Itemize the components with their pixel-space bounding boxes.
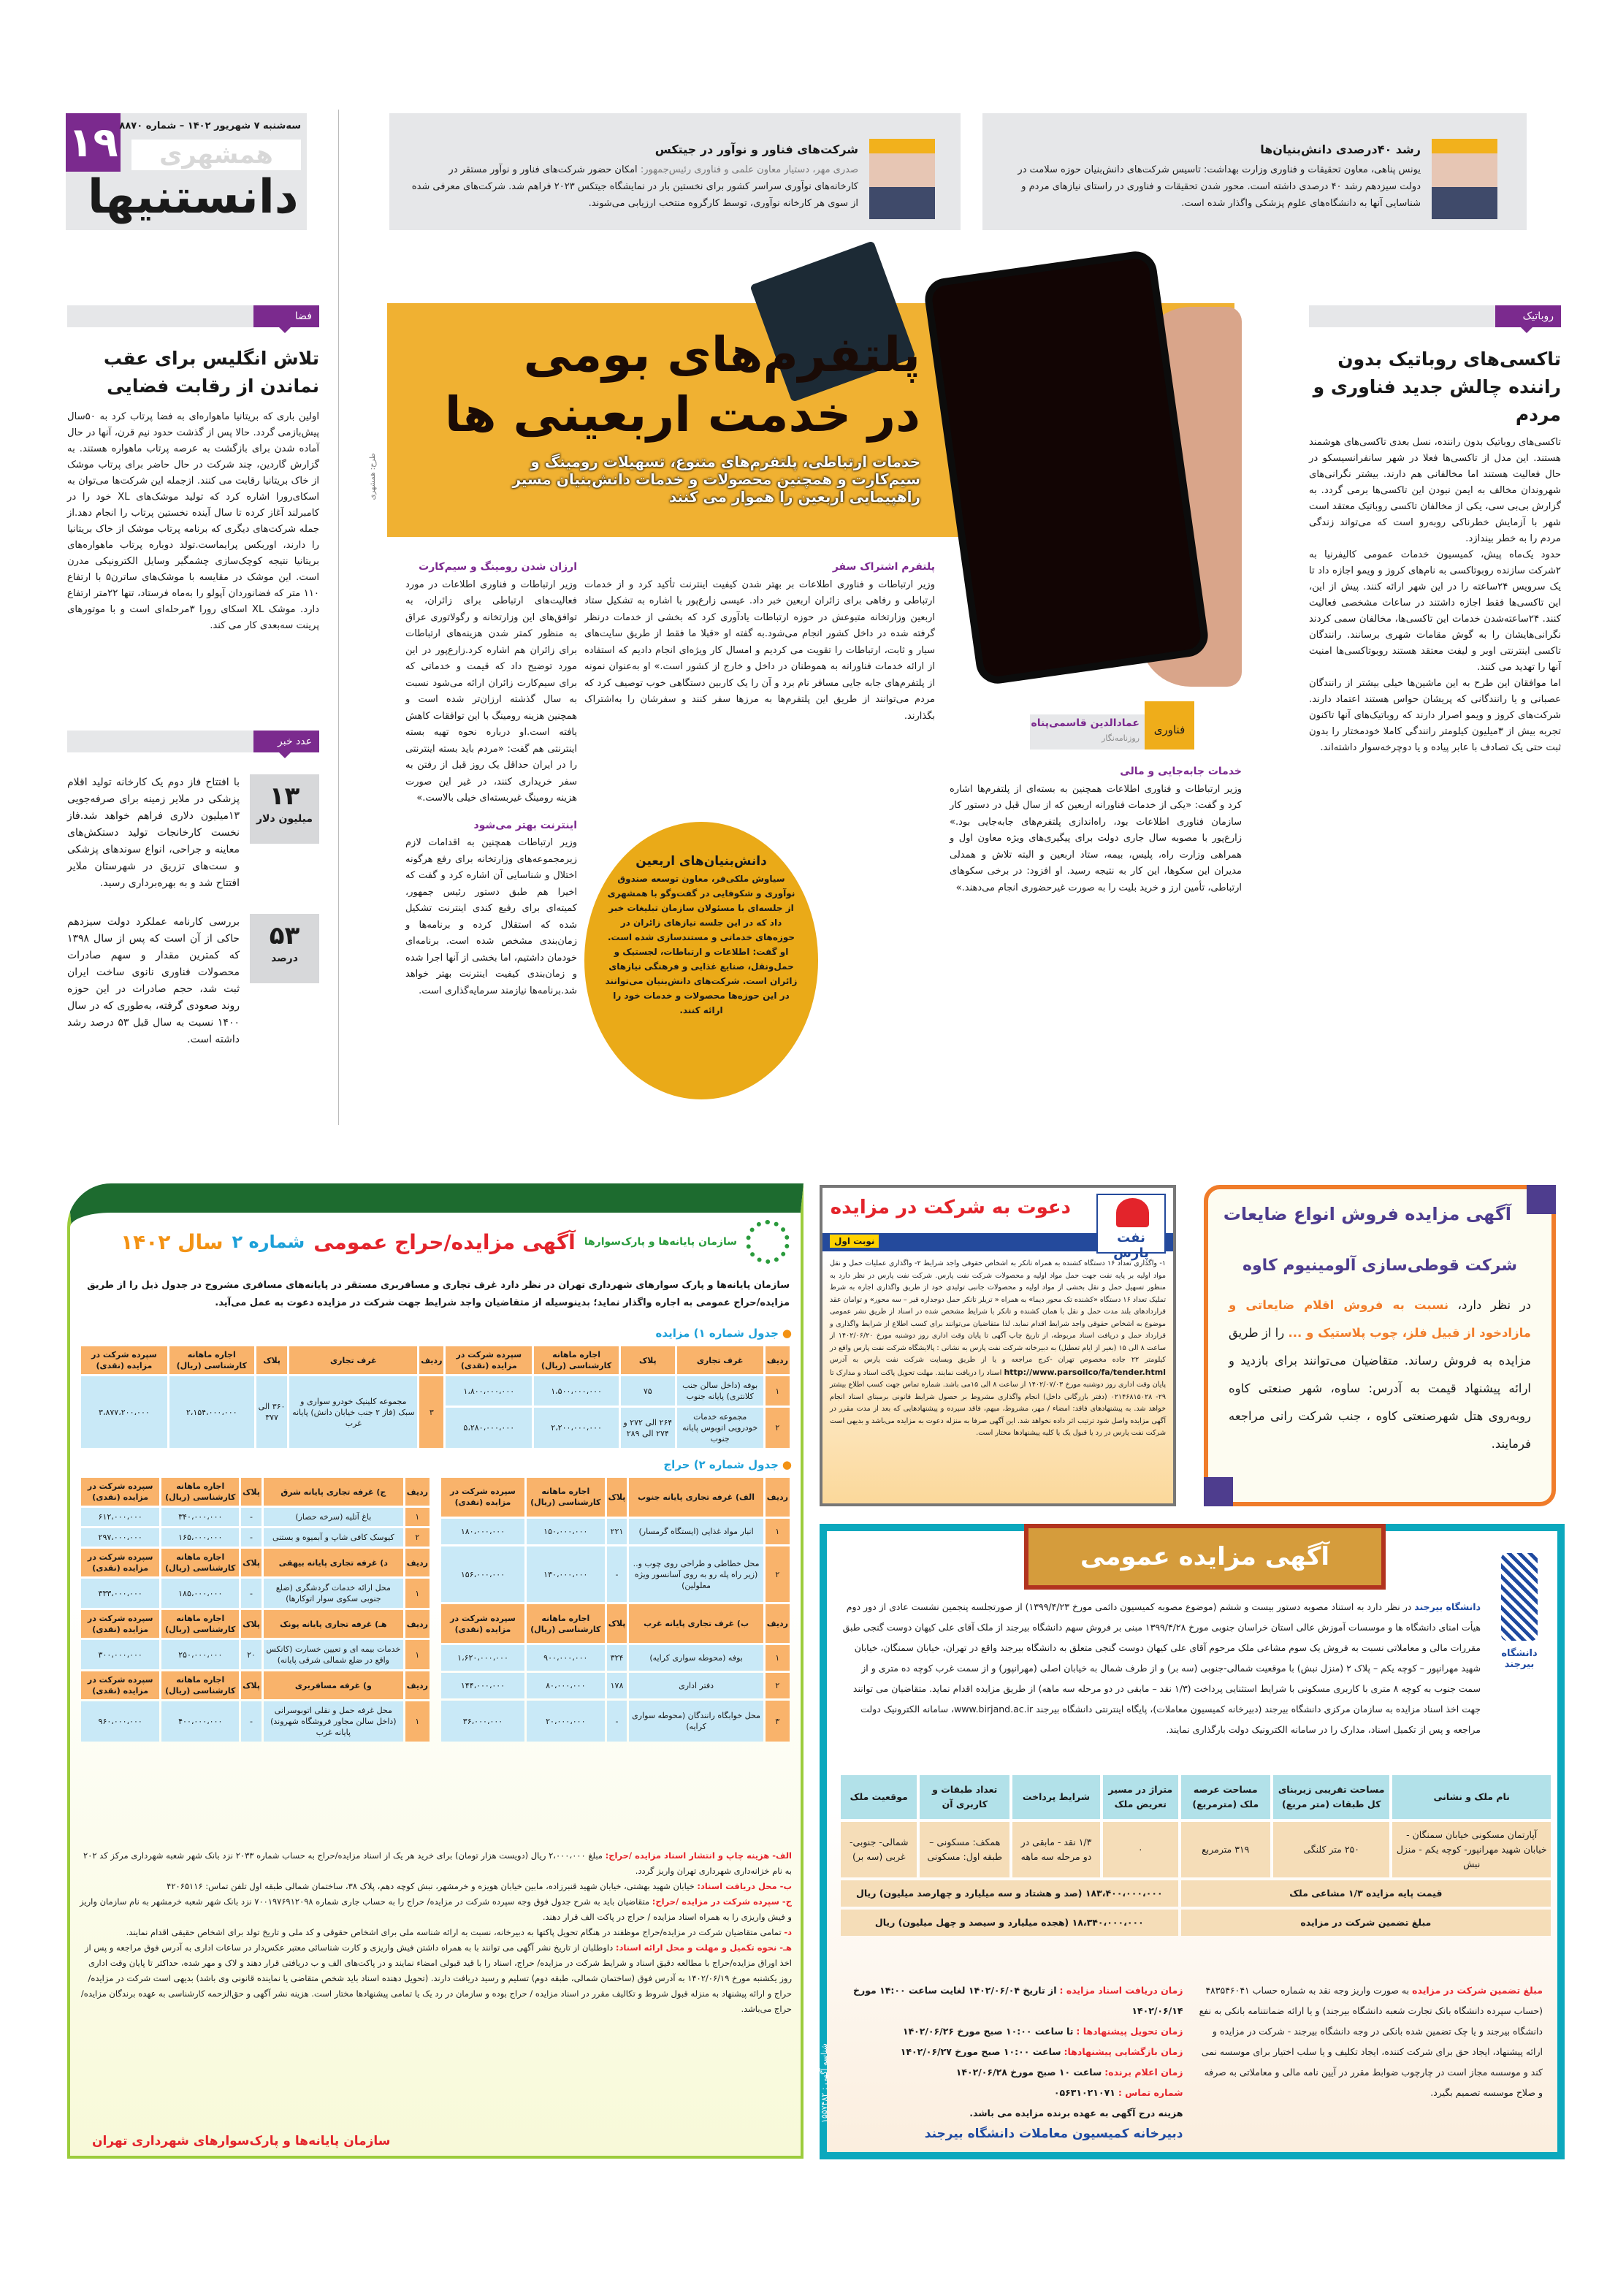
table-cell: محل خطاطی و طراحی روی چوب و.. (زیر راه پله رو به روی آسانسور ویژه معلولین) (629, 1546, 763, 1603)
article-body: اولین باری که بریتانیا ماهواره‌ای به فضا پرتاب کرد به ۵۰سال پیش‌بازمی گردد. حالا پس از گذشت حدود نیم قرن، آنها در حال آماده شدن برای بازگشت به عرصه پرتاب ماهواره هستند. به گزارش گاردین، چند شرکت در حال حاضر برای پرتاب موشک از خاک بریتانیا رقابت می کنند. ازجمله این شرکت‌ها می‌توان به اسکای‌رورا اشاره کرد که تولید موشک‌های XL خود را در کامبرلند آغاز کرده تا سال آینده نخستین پرتاب را انجام دهد.از جمله شرکت‌های دیگری که برنامه پرتاب موشک از خاک بریتانیا را دارند، اوربکس پرایماست.تولد دوباره پرتاب ماهواره‌های بریتانیا نتیجه کوچک‌سازی چشمگیر وسایل الکترونیکی مدرن است. این موشک در مقایسه با موشک‌های ساترن۵ با ارتفاع ۱۱۰ متر که فضانوردان آپولو را به‌ماه فرستاد، تنها ۲۲متر ارتفاع دارد. موشک XL اسکای رورا ۳مرحله‌ای است و با موتورهای پرینت سه‌بعدی کار می کند. (67, 411, 319, 631)
feature-headline (445, 325, 920, 445)
column-header: ردیف (766, 1604, 790, 1643)
table-cell: - (241, 1579, 262, 1608)
top-news-gitex (389, 113, 961, 230)
stat-text: با افتتاح فاز دوم یک کارخانه تولید اقلام پزشکی در ملایر زمینه برای صرفه‌جویی ۱۳میلیون دلاری فراهم خواهد شد.فاز نخست کارخانجات تولید دستکش‌های معاینه و جراحی، انواع سوندهای پزشکی و ست‌های تزریق در شهرستان ملایر افتتاح شد و به بهره‌برداری رسید. (67, 777, 240, 889)
ad-title: آگهی مزایده/حراج عمومی (313, 1229, 576, 1254)
byline-author: عمادالدین قاسمی‌پناه (1031, 717, 1140, 729)
table-cell: ۱،۸۰۰،۰۰۰،۰۰۰ (446, 1376, 532, 1406)
corner-decoration (1527, 1185, 1556, 1214)
column-header: اجاره ماهانه کارشناسی (ریال) (161, 1671, 239, 1699)
subhead: ارزان شدن رومینگ و سیم‌کارت (419, 561, 577, 573)
ad-text (1229, 1292, 1531, 1458)
feature-left-column (405, 559, 577, 1010)
ad-signature: دبیرخانه کمیسیون معاملات دانشگاه بیرجند (924, 2127, 1183, 2141)
column-header: تعداد طبقات و کاربری آن (920, 1775, 1009, 1819)
ad-text-part: در نظر دارد، (1457, 1298, 1531, 1312)
note-label: الف- هزینه چاپ و انتشار اسناد مزایده /حراج: (605, 1850, 792, 1861)
table-cell: بوفه (محوطه سواری کرایه) (629, 1645, 763, 1671)
column-header: سپرده شرکت در مزایده (نقدی) (81, 1346, 167, 1374)
number-item (67, 914, 319, 1048)
note-item (79, 1925, 792, 1940)
table-cell: کیوسک کافی شاپ و آبمیوه و بستنی (264, 1528, 403, 1546)
auction-table-1 (79, 1322, 792, 1450)
deposit-text: به صورت واریز وجه نقد به شماره حساب ۴۸۳۵۴۶۰۴۱ (حساب سپرده دانشگاه بانک تجارت شعبه دانشگاه بیرجند) و یا ارائه ضمانتنامه بانکی به نفع دانشگاه بیرجند و یا چک تضمین شده بانکی در وجه دانشگاه بیرجند - شرکت در مزایده و ارائه پیشنهاد، ایجاد حق برای شرکت کننده، ایجاد تکلیف و یا سلب اختیار برای موسسه نمی کند و موسسه مجاز است در چارچوب ضوابط مقرر در آیین نامه مالی و معاملاتی به صرفه و صلاح موسسه تصمیم بگیرد. (1199, 1985, 1543, 2098)
column-header: پلاک (607, 1478, 627, 1517)
table-cell: ۳۲۴ (607, 1645, 627, 1671)
table-row (841, 1822, 1551, 1877)
table-cell: ۱،۵۰۰،۰۰۰،۰۰۰ (534, 1376, 619, 1406)
table-cell: خدمات بیمه ای و تعیین خسارت (کانکس واقع در ضلع شمالی شرقی پایانه) (264, 1640, 403, 1669)
table-cell: ۰ (1103, 1822, 1178, 1877)
table-cell: ۱ (766, 1519, 790, 1544)
table-cell: ۶۱۲،۰۰۰،۰۰۰ (81, 1508, 159, 1526)
schedule-label: زمان دریافت اسناد مزایده : (1059, 1985, 1183, 1996)
summary-label: مبلغ تضمین شرکت در مزایده (1181, 1910, 1551, 1936)
summary-row (841, 1880, 1551, 1907)
ad-number: شماره ۲ (232, 1232, 305, 1252)
article-title: تاکسی‌های روباتیک بدون راننده چالش جدید فناوری و مردم (1313, 348, 1561, 425)
column-header: غرف تجاری (677, 1346, 763, 1374)
column-header: سپرده شرکت در مزایده (نقدی) (441, 1478, 524, 1517)
ad-intro-text: در نظر دارد به استناد مصوبه دستور بیست و ششم (موضوع مصوبه کمیسیون دائمی مورخ ۱۳۹۹/۴/۲۳) از صورتجلسه پنجمین نشست عادی از دور دوم هیأت امنای دانشگاه ها و موسسات آموزش عالی استان خراسان جنوبی مورخ ۱۳۹۹/۴/۲۸ مبنی بر فروش سهم دانشگاه بیرجند از ملک آقای علی کیهان دوست گنجی طبق مقررات مالی و معاملاتی نسبت به فروش یک سوم مشاعی ملک مرحوم آقای علی کیهان دوست گنجی متعلق به دانشگاه بیرجند واقع در تهران، خیابان سمنگان، خیابان شهید مهرانپور – کوچه یکم – پلاک ۲ (منزل نبش) با موقعیت شمالی-جنوبی (سه بر) و از طرف شمال به خیابان اصلی (مهرانپور) و از سمت غرب کوچه ده متری و از سمت جنوب به کوچه ۸ متری با کاربری مسکونی با شرایط استثنایی پرداخت (۱/۳ نقد – مابقی در دو مرحله سه ماهه) از طریق مزایده اقدام نماید. متقاضیان می توانند جهت اخذ اسناد مزایده به سازمان مرکزی دانشگاه بیرجند (دبیرخانه کمیسیون معاملات)، پایگاه اینترنتی دانشگاه بیرجند www.birjand.ac.ir، سامانه الکترونیک دولت مراجعه و پس از تکمیل اسناد، مدارک را در سامانه الکترونیک دولت بارگذاری نمایند. (842, 1601, 1481, 1735)
deposit-label: مبلغ تضمین شرکت در مزایده (1412, 1985, 1543, 1996)
section-body: وزیر ارتباطات و فناوری اطلاعات همچنین به بسته‌ای از پلتفرم‌ها اشاره کرد و گفت: «یکی از خدمات فناورانه اربعین که از سال قبل در دستور کار سازمان فناوری اطلاعات بود، راه‌اندازی پلتفرم‌های جابه‌جایی بود.» زارع‌پور با مصوبه سال جاری دولت برای پیگیری‌های ویژه معاون اول و همراهی وزارت راه، پلیس، بیمه، ستاد اربعین و البته تلاش و همدلی مدیران این سکوها، این کار به نتیجه رسید. او افزود: در برخی سکوهای ارتباطی، تأمین ارز و خرید بلیت را به صورت غیرحضوری انجام می‌دهند.» (950, 783, 1242, 893)
table-row (81, 1528, 430, 1546)
note-item (79, 1848, 792, 1879)
table-cell: - (241, 1528, 262, 1546)
table-cell: محل ارائه خدمات گردشگری (ضلع جنوبی سکوی سوار اتوکارها) (264, 1579, 403, 1608)
ad-title-row (121, 1220, 790, 1264)
table-row (81, 1640, 430, 1669)
tender-link[interactable]: http://www.parsoilco/fa/tender.html (1004, 1367, 1166, 1377)
cost-note: هزینه درج آگهی به عهده برنده مزایده می باشد. (969, 2108, 1183, 2118)
column-header: سپرده شرکت در مزایده (نقدی) (446, 1346, 532, 1374)
table-row (81, 1376, 790, 1406)
table-cell: ۱۷۸ (607, 1673, 627, 1698)
table-row (81, 1579, 430, 1608)
table-cell: ۹۰۰،۰۰۰،۰۰۰ (527, 1645, 605, 1671)
section-title: دانستنیها (88, 170, 299, 224)
note-item (79, 1879, 792, 1894)
note-label: د- (784, 1927, 792, 1937)
headline-line: پلتفرم‌های بومی (523, 327, 920, 383)
table-cell: ۳۶۰ الی ۳۷۷ (256, 1376, 288, 1448)
table-cell: ۵،۲۸۰،۰۰۰،۰۰۰ (446, 1408, 532, 1448)
stat-value: ۱۳ (269, 782, 300, 811)
table-cell: ۲۵۰ متر کلنگی (1273, 1822, 1390, 1877)
schedule-item (838, 1980, 1183, 2021)
table-header-row (81, 1478, 430, 1506)
ad-org: دانشگاه بیرجند (1414, 1601, 1481, 1612)
section-body: وزیر ارتباطات و فناوری اطلاعات بر بهتر شدن کیفیت اینترنت تأکید کرد و از خدمات ارتباطی و رفاهی برای زائران اربعین خبر داد. عیسی زارع‌پور با اشاره به تشکیل ستاد اربعین وزارتخانه متبوعش در حوزه ارتباطات یادآوری کرد که بخشی از خدمات درنظر گرفته شده در داخل کشور انجام می‌شود.به گفته او «قبلا ما فقط از طریق سایت‌های سیار و ثابت، ارتباطات را تقویت می کردیم و امسال کار ویژه‌ای انجام دادیم که استفاده از ارائه خدمات فناورانه به هموطنان در داخل و خارج از کشور است.» او به‌عنوان نمونه از پلتفرم‌های جابه جایی مسافر نام برد و آن را یک کاربین دستگاهی خوب توصیف کرد که مردم می‌توانند از طریق این پلتفرم‌ها به مرزها سفر کنند و سفرشان را به‌اشتراک بگذارند. (584, 579, 935, 722)
column-header: نام ملک و نشانی (1392, 1775, 1551, 1819)
table-title: ● جدول شماره ۲) حراج (79, 1458, 792, 1471)
table-cell: ۴۰۰،۰۰۰،۰۰۰ (161, 1701, 239, 1742)
schedule-value: ۰۵۶۳۱۰۲۱۰۷۱ (1053, 2087, 1115, 2098)
column-header: ب) غرف تجاری پایانه غرب (629, 1604, 763, 1643)
headline-line: در خدمت اربعینی ها (444, 386, 920, 443)
schedule-value: ساعت ۱۰:۰۰ صبح مورخ ۱۴۰۲/۰۶/۲۷ (900, 2046, 1061, 2057)
schedule-label: زمان تحویل پیشنهادها : (1076, 2026, 1183, 2037)
table-cell: ۸۰،۰۰۰،۰۰۰ (527, 1673, 605, 1698)
note-label: ب- محل دریافت اسناد: (697, 1881, 792, 1891)
table-row (441, 1546, 790, 1603)
table-header-row (441, 1478, 790, 1517)
subhead: خدمات جابه‌جایی و مالی (1120, 766, 1242, 777)
ad-notes (79, 1848, 792, 2017)
column-header: اجاره ماهانه کارشناسی (ریال) (161, 1549, 239, 1576)
note-text: داوطلبان از تاریخ نشر آگهی می توانند با به همراه داشتن فیش واریزی و کارت شناسائی معتبر عکس‌دار در ساعات اداری به آدرس فوق مراجعه و پس از اخذ اوراق مزایده/حراج با مطالعه دقیق اسناد و شرایط شرکت در مزایده/ حراج، اسناد را با قید قبولی امضاء نمایند و در پاکت‌های الف و ب دریافتی قرار دهند و لاک و مهر شده، حداکثر تا پایان وقت اداری روز یکشنبه مورخ ۱۴۰۲/۰۶/۱۹ به آدرس فوق (ساختمان شمالی، طبقه دوم) تسلیم و رسید دریافت دارند. (تحویل دهنده اسناد باید شخص متقاضی یا نماینده قانونی وی باشد) بدیهی است شرکت در مزایده/ حراج و ارائه پیشنهاد به منزله قبول شروط و تکالیف مقرر در اسناد مزایده / حراج بوده و سازمان در رد یک یا تمامی پیشنهادها مختار است. هزینه نشر آگهی و حق‌الزحمه کارشناسی به عهده برندگان مزایده/ حراج می‌باشد. (80, 1942, 792, 2014)
page-number: ۱۹ (66, 113, 121, 172)
table-cell: ۳۳۳،۰۰۰،۰۰۰ (81, 1579, 159, 1608)
column-header: ردیف (766, 1478, 790, 1517)
column-header: شرایط پرداخت (1012, 1775, 1100, 1819)
table-cell: ۱،۶۲۰،۰۰۰،۰۰۰ (441, 1645, 524, 1671)
table-cell: ۱۸۵،۰۰۰،۰۰۰ (161, 1579, 239, 1608)
summary-label: قیمت پایه مزایده ۱/۳ مشاعی ملک (1181, 1880, 1551, 1907)
schedule-item (838, 2062, 1183, 2083)
table-cell: ۳۱۹ مترمربع (1181, 1822, 1270, 1877)
feature-section (584, 559, 935, 725)
section-body: وزیر ارتباطات همچنین به اقدامات لازم زیرمجموعه‌های وزارتخانه برای رفع هرگونه اختلال و شناسایی آن اشاره کرد و گفت که اخیرا هم طبق دستور رئیس جمهور، کمیته‌ای برای رفیع کندی اینترنت تشکیل شده که استقلال کرده و برنامه‌ها و زمان‌بندی مشخص شده است. برنامه‌ای خودمان داشتیم، اما بخشی از آنها اجرا شده و زمان‌بندی کیفیت اینترنت بهتر خواهد شد.برنامه‌ها نیازمند سرمایه‌گذاری است. (405, 837, 577, 996)
summary-value: ۱۸۳،۴۰۰،۰۰۰،۰۰۰ (صد و هشتاد و سه میلیارد و چهارصد میلیون) ریال (841, 1880, 1178, 1907)
note-label: ج- سپرده شرکت در مزایده /حراج: (652, 1896, 792, 1907)
column-header: مساحت تقریبی زیربنای کل طبقات (متر مربع) (1273, 1775, 1390, 1819)
table-cell: مجموعه کلینیک خودرو سواری و سبک (فاز ۲ جنب خیابان دانش) پایانه غرب (289, 1376, 417, 1448)
article-body: اما موافقان این طرح به این ماشین‌ها خیلی بیشتر از رانندگان عصبانی و یا رانندگانی که پریشان حواس هستند اعتماد دارند. شرکت‌های کروز و ویمو اصرار دارند که روباتیک‌های آنها تاکنون تجربه بیش از ۳میلیون کیلومتر رانندگی کاملا خودمختار را بدون ثبت حتی یک تصادف با عابر پیاده و یا دوچرخه‌سوار داشته‌اند. (1309, 678, 1561, 753)
schedule-label: زمان بازگشایی پیشنهادها: (1064, 2046, 1183, 2057)
table-cell: ۲ (766, 1408, 790, 1448)
column-header: سپرده شرکت در مزایده (نقدی) (81, 1671, 159, 1699)
table-cell: همکف: مسکونی – طبقه اول: مسکونی (920, 1822, 1009, 1877)
table-cell: ۱ (405, 1640, 430, 1669)
number-item (67, 774, 319, 892)
ad-text-part: را از طریق مزایده به فروش رساند. متقاضیان می‌توانند برای بازدید و ارائه پیشنهاد قیمت به آدرس: ساوه، شهر صنعتی کاوه روبه‌روی هتل شهرصنعتی کاوه ، جنب شرکت رانی مراجعه فرمایند. (1229, 1326, 1531, 1451)
ad-text-part: اسناد را دریافت نمایند. مهلت تحویل پاکت اسناد و مدارک تا پایان وقت اداری روز دوشنبه مورخ ۱۴۰۲/۰۷/۰۳ از ساعت ۸ الی ۱۵می باشد. شماره تماس جهت کسب اطلاع بیشتر ۲۹- ۰۲۱۴۶۸۱۵۰۲۸ (دفتر بازرگانی داخل) انجام واگذاری مشروط بر حصول شرایط قانونی برمبنای اسناد انجام خواهد شد. به پیشنهادهای فاقد: امضاء / مهر، مشروط، مبهم، فاقد سپرده و پیشنهادهایی که بعد از مدت مقرر در آگهی مزایده واصل شود ترتیب اثر داده نخواهد شد. این آگهی صرفا به منزله دعوت به مزایده می‌باشد و بدیهی است شرکت نفت پارس در رد یا قبول یک یا کلیه پیشنهادها مختار است. (830, 1368, 1167, 1437)
ad-signature: سازمان پایانه‌ها و پارک‌سوارهای شهرداری تهران (92, 2134, 391, 2148)
table-cell: ۲،۲۰۰،۰۰۰،۰۰۰ (534, 1408, 619, 1448)
table-cell: ۲۵۰،۰۰۰،۰۰۰ (161, 1640, 239, 1669)
ad-text (830, 1258, 1166, 1440)
table-row (441, 1673, 790, 1698)
table-cell: انبار مواد غذایی (ایستگاه گرمسار) (629, 1519, 763, 1544)
table-cell: ۲،۱۵۴،۰۰۰،۰۰۰ (169, 1376, 254, 1448)
portrait-photo (869, 139, 935, 219)
column-header: اجاره ماهانه کارشناسی (ریال) (161, 1478, 239, 1506)
table-cell: ۲ (766, 1546, 790, 1603)
corner-decoration (1204, 1477, 1233, 1506)
ad-org: سازمان پایانه‌ها و پارک‌سوارها (584, 1236, 737, 1248)
ad-title: دعوت به شرکت در مزایده (830, 1197, 1071, 1218)
table-cell: ۱۸۰،۰۰۰،۰۰۰ (441, 1519, 524, 1544)
feature-section (405, 817, 577, 1000)
byline-section: فناوری (1145, 701, 1194, 750)
table-cell: ۲۶۴ الی ۲۷۲ و ۲۷۴ الی ۲۸۹ (621, 1408, 675, 1448)
column-header: سپرده شرکت در مزایده (نقدی) (81, 1610, 159, 1638)
column-header: ردیف (405, 1610, 430, 1638)
ad-year: سال ۱۴۰۲ (121, 1229, 224, 1254)
section-tag: فضا (253, 305, 319, 327)
table-cell: ۲۲۱ (607, 1519, 627, 1544)
table-cell: ۱۶۵،۰۰۰،۰۰۰ (161, 1528, 239, 1546)
feature-section (405, 559, 577, 807)
table-header-row (441, 1604, 790, 1643)
table-cell: ۳۴۰،۰۰۰،۰۰۰ (161, 1508, 239, 1526)
table-title: ● جدول شماره ۱) مزایده (79, 1327, 792, 1340)
table-cell: - (241, 1701, 262, 1742)
ad-title: آگهی مزایده عمومی (1024, 1524, 1386, 1590)
news-title: شرکت‌های فناور و نوآور در جیتکس (654, 142, 858, 156)
column-header: مساحت عرصه ملک (مترمربع) (1181, 1775, 1270, 1819)
note-text: خیابان شهید بهشتی، خیابان شهید قنبرزاده، مابین خیابان هویزه و خرمشهر، نبش کوچه دهم، پلاک ۳۸، ساختمان شمالی طبقه اول تلفن تماس: ۴۲۰۶۵۱۱۶ (167, 1881, 695, 1891)
table-cell: محل غرفه حمل و نقلی اتوبوسرانی (داخل سالن مجاور فروشگاه شهروند) پایانه غرب (264, 1701, 403, 1742)
news-body: امکان حضور شرکت‌های فناور و نوآور مستقر در کارخانه‌های نوآوری سراسر کشور برای نخستین بار در نمایشگاه جیتکس ۲۰۲۳ فراهم شد. شرکت‌های معرفی شده از سوی هر کارخانه نوآوری، توسط کارگروه منتخب ارزیابی می‌شوند. (411, 164, 858, 209)
table-header-row (81, 1610, 430, 1638)
section-tag: روباتیک (1495, 305, 1561, 327)
table-row (81, 1508, 430, 1526)
column-header: ردیف (405, 1671, 430, 1699)
ad-company: شرکت قوطی‌سازی آلومینیوم کاوه (1242, 1256, 1518, 1275)
news-speaker: یونس پناهی، معاون تحقیقات و فناوری وزارت بهداشت: (1203, 164, 1421, 175)
column-header: پلاک (241, 1478, 262, 1506)
schedule-value: تا ساعت ۱۰:۰۰ صبح مورخ ۱۴۰۲/۰۶/۲۶ (902, 2026, 1074, 2037)
table-cell: ۲ (405, 1528, 430, 1546)
article-body: تاکسی‌های روباتیک بدون راننده، نسل بعدی تاکسی‌های هوشمند هستند. این مدل از تاکسی‌ها فعلا در شهر سانفرانسیسکو در حال فعالیت هستند اما مخالفانی هم دارند. بیشتر نگرانی‌های شهروندان مخالف به ایمن نبودن این تاکسی‌ها برمی گردد. به گزارش بی‌بی سی، یکی از مخالفان تاکسی روباتیک معتقد است شهر با آزمایش خطرناکی روبه‌رو است که می‌تواند زندگی مردم را به خطر بیندازد. (1309, 437, 1561, 544)
column-header: متراژ در مسیر تعریض ملک (1103, 1775, 1178, 1819)
portrait-photo (1432, 139, 1497, 219)
subhead: اینترنت بهتر می‌شود (473, 819, 577, 831)
top-news-knowledge-based (982, 113, 1527, 230)
photo-credit: طرح: همشهری (369, 453, 377, 500)
callout-circle (584, 822, 818, 1099)
schedule-value: از تاریخ ۱۴۰۲/۰۶/۰۴ لغایت ساعت ۱۴:۰۰ مورخ ۱۴۰۲/۰۶/۱۴ (852, 1985, 1183, 2016)
column-header: الف) غرفه تجاری پایانه جنوب (629, 1478, 763, 1517)
table-cell: ۳ (419, 1376, 443, 1448)
table-header-row (81, 1671, 430, 1699)
column-header: سپرده شرکت در مزایده (نقدی) (81, 1478, 159, 1506)
column-header: پلاک (621, 1346, 675, 1374)
newspaper-logo: همشهری (131, 140, 301, 170)
column-header: و) غرفه مسافربری (264, 1671, 403, 1699)
birjand-university-auction-ad (820, 1524, 1565, 2159)
table-cell: ۲۹۷،۰۰۰،۰۰۰ (81, 1528, 159, 1546)
column-divider (338, 110, 339, 1125)
note-label: هـ- نحوه تکمیل و مهلت و محل ارائه اسناد: (615, 1942, 792, 1953)
table-header-row (81, 1346, 790, 1374)
table-cell: شمالی- جنوبی- غربی (سه بر) (841, 1822, 917, 1877)
column-header: سپرده شرکت در مزایده (نقدی) (441, 1604, 524, 1643)
ad-intro (838, 1597, 1481, 1740)
column-header: غرف تجاری (289, 1346, 417, 1374)
column-header: هـ) غرفه تجاری پایانه پونک (264, 1610, 403, 1638)
table-cell: ۱۵۰،۰۰۰،۰۰۰ (527, 1519, 605, 1544)
table-cell: ۳ (766, 1701, 790, 1742)
table-row (441, 1519, 790, 1544)
number-news (67, 731, 319, 1048)
table-cell: ۳۰۰،۰۰۰،۰۰۰ (81, 1640, 159, 1669)
note-text: متقاضیان باید به شرح جدول فوق وجه سپرده شرکت در مزایده/ حراج را به حساب جاری شماره ۷۰۰۱۹۷۶۹۱۲۰۹۸ نزد بانک شهر شعبه خرمشهر به نام سازمان واریز و فیش واریزی را به همراه اسناد مزایده / حراج در پاکت الف قرار دهند. (80, 1896, 792, 1922)
column-header: اجاره ماهانه کارشناسی (ریال) (527, 1478, 605, 1517)
ad-intro: سازمان پایانه‌ها و پارک سوارهای شهرداری تهران در نظر دارد غرف تجاری و مسافربری مستقر در پایانه‌های مسافری مشروح در جدول ذیل را از طریق مزایده/حراج عمومی به اجاره واگذار نماید؛ بدینوسیله از متقاضیان واجد شرایط جهت شرکت در مزایده دعوت به عمل می‌آید. (87, 1280, 790, 1308)
deposit-terms (1198, 1980, 1543, 2144)
table-cell: ۷۵ (621, 1376, 675, 1406)
table-cell: باغ آتلیه (سرخه حصار) (264, 1508, 403, 1526)
table-cell: ۲۰ (241, 1640, 262, 1669)
table-cell: ۳۶،۰۰۰،۰۰۰ (441, 1701, 524, 1742)
table-cell: آپارتمان مسکونی خیابان سمنگان - خیابان شهید مهرانپور- کوچه یکم - منزل نبش (1392, 1822, 1551, 1877)
table-cell: ۱۵۶،۰۰۰،۰۰۰ (441, 1546, 524, 1603)
table-cell: ۱ (405, 1508, 430, 1526)
note-text: مبلغ ۲،۰۰۰،۰۰۰ ریال (دویست هزار تومان) برای خرید هر یک از اسناد مزایده/حراج به حساب شماره ۲۰۳۳ نزد بانک شهر شعبه شهرداری مرکز کد ۲۰۲ به نام خزانه‌داری شهرداری تهران واریز گردد. (83, 1850, 792, 1876)
schedule-value: ساعت ۱۰ صبح مورخ ۱۴۰۲/۰۶/۲۸ (955, 2067, 1102, 2078)
note-item (79, 1940, 792, 2017)
table-cell: - (607, 1546, 627, 1603)
summary-value: ۱۸،۳۴۰،۰۰۰،۰۰۰ (هجده میلیارد و سیصد و چهل میلیون) ریال (841, 1910, 1178, 1936)
table-cell: ۱ (766, 1645, 790, 1671)
table-cell: ۳،۸۷۷،۲۰۰،۰۰۰ (81, 1376, 167, 1448)
stat-unit: میلیون دلار (256, 813, 313, 825)
column-header: د) غرفه تجاری پایانه بیهقی (264, 1549, 403, 1576)
table-header-row (841, 1775, 1551, 1819)
schedule-item (838, 2042, 1183, 2062)
column-header: پلاک (607, 1604, 627, 1643)
note-text: تمامی متقاضیان شرکت در مزایده/حراج موظفند در هنگام تحویل پاکتها به دبیرخانه، نسبت به ارائه شناسه ملی برای اشخاص حقوقی و کد ملی و تاریخ تولد برای اشخاص حقیقی اقدام نمایند. (126, 1927, 782, 1937)
column-header: اجاره ماهانه کارشناسی (ریال) (527, 1604, 605, 1643)
table-cell: ۹۶۰،۰۰۰،۰۰۰ (81, 1701, 159, 1742)
column-header: پلاک (241, 1610, 262, 1638)
birjand-university-logo: دانشگاه بیرجند (1490, 1553, 1549, 1681)
schedule-label: شماره تماس : (1118, 2087, 1183, 2098)
column-header: موقعیت ملک (841, 1775, 917, 1819)
column-header: سپرده شرکت در مزایده (نقدی) (81, 1549, 159, 1576)
news-title: رشد ۴۰درصدی دانش‌بنیان‌ها (1260, 142, 1421, 156)
table-row (441, 1645, 790, 1671)
parsoil-logo: نفت پارس (1096, 1194, 1166, 1254)
schedule-item (838, 2021, 1183, 2042)
stat-text: بررسی کارنامه عملکرد دولت سیزدهم حاکی از آن است که پس از سال ۱۳۹۸ که کمترین مقدار و سهم صادرات محصولات فناوری نانوی ساخت ایران ثبت شد، حجم صادرات در این حوزه روند صعودی گرفته، به‌طوری که در سال ۱۴۰۰ نسبت به سال قبل ۵۳ درصد رشد داشته است. (67, 916, 240, 1045)
space-article (67, 305, 319, 634)
turn-badge: نوبت اول (830, 1235, 879, 1248)
column-header: ردیف (766, 1346, 790, 1374)
ad-text-part: ۱- واگذاری تعداد ۱۶ دستگاه کشنده به همراه تانکر به اشخاص حقوقی واجد شرایط ۲- واگذاری عملیات حمل و نقل مواد اولیه بر پایه نفت جهت حمل مواد اولیه و محصولات شرکت نفت پارس. شرکت نفت پارس در نظر دارد به منظور تسهیل حمل و نقل بخشی از مواد اولیه و محصولات جانبی تولیدی خود از طریق واگذاری اجاره به شرط تملیک تعداد ۱۶ دستگاه «کشنده تک محور دیما» به همراه « تریلر تانکر حمل دوجداره قیر – سه محور» و توامان عقد قراردادهای بلند مدت حمل و نقل با همان کشنده و تانکر با شرایط مشخص شده در اسناد از طریق نشر عمومی موضوع به اشخاص حقوقی واجد شرایط اقدام نماید. لذا متقاضیان می‌توانند برای کسب اطلاع از شرایط واگذاری و قرارداد حمل و دریافت اسناد مربوطه، از تاریخ چاپ آگهی تا پایان وقت اداری روز دوشنبه مورخ ۱۴۰۲/۰۶/۲۰ از ساعت ۸ الی ۱۵ (بغیر از ایام تعطیل) به دبیرخانه شرکت نفت پارس به نشانی : پالایشگاه شرکت نفت پارس واقع در کیلومتر ۲۲ جاده مخصوص تهران -کرج مراجعه و یا از طریق وبسایت شرکت نفت پارس به آدرس (830, 1259, 1167, 1364)
table-cell: بوفه (داخل سالن جنب کلانتری) پایانه جنوب (677, 1376, 763, 1406)
ad-code: شناسه آگهی : ۱۵۵۷۴۸۲ (820, 2043, 829, 2123)
table-cell: ۱۴۴،۰۰۰،۰۰۰ (441, 1673, 524, 1698)
table-row (441, 1701, 790, 1742)
column-header: ج) غرفه تجاری پایانه شرق (264, 1478, 403, 1506)
column-header: پلاک (256, 1346, 288, 1374)
table-cell: ۱ (766, 1376, 790, 1406)
article-body: حدود یک‌ماه پیش، کمیسیون خدمات عمومی کالیفرنیا به ۲شرکت سازنده روبوتاکسی به نام‌های کروز و ویمو اجازه داد تا یک سرویس ۲۴ساعته را در این شهر ارائه کنند. پیش از این، این تاکسی‌ها فقط اجازه داشتند در ساعات مشخصی فعالیت کنند. ۲۴ساعته‌شدن خدمات این تاکسی‌ها، مخالفان سمی کردند نگرانی‌هایشان را به گوش مقامات شهری برسانند. رانندگان تاکسی اینترنتی اوبر و لیفت معتقد هستند روبوتاکسی‌ها امنیت آنها را تهدید می کنند. (1309, 549, 1561, 673)
table-cell: ۱ (405, 1701, 430, 1742)
table-cell: ۱ (405, 1579, 430, 1608)
stat-value: ۵۳ (269, 921, 300, 950)
tehran-municipality-logo (746, 1220, 790, 1264)
terminals-auction-ad (67, 1183, 804, 2159)
article-title: تلاش انگلیس برای عقب نماندن از رقابت فضایی (103, 348, 319, 397)
column-header: اجاره ماهانه کارشناسی (ریال) (161, 1610, 239, 1638)
column-header: اجاره ماهانه کارشناسی (ریال) (169, 1346, 254, 1374)
column-header: ردیف (419, 1346, 443, 1374)
subhead: پلتفرم اشتراک سفر (832, 561, 935, 573)
column-header: ردیف (405, 1478, 430, 1506)
column-header: پلاک (241, 1671, 262, 1699)
feature-section (950, 763, 1242, 896)
column-header: ردیف (405, 1549, 430, 1576)
section-body: وزیر ارتباطات و فناوری اطلاعات در مورد فعالیت‌های ارتباطی برای زائران، به توافق‌های این وزارتخانه و رگولاتوری عراق به منظور کمتر شدن هزینه‌های ارتباطات برای زائران هم اشاره کرد.زارع‌پور در این مورد توضیح داد که قیمت و خدماتی که برای سیم‌کارت زائران ارائه می‌شود نسبت به سال گذشته ارزان‌تر شده است و همچنین هزینه رومینگ با این توافقات کاهش یافته است.او درباره نحوه تهیه بسته اینترنتی هم گفت: «مردم باید بسته اینترنتی را در ایران حداقل یک روز قبل از رفتن به سفر خریداری کنند، در غیر این صورت هزینه رومینگ غیربسته‌ای خیلی بالاست.» (405, 579, 577, 804)
parsoil-auction-ad (820, 1185, 1176, 1506)
masthead (66, 113, 307, 230)
news-speaker: صدری مهر، دستیار معاون علمی و فناوری رئیس‌جمهور: (640, 164, 858, 175)
table-cell: - (607, 1701, 627, 1742)
kaveh-scrap-auction-ad (1204, 1185, 1556, 1506)
schedule (838, 1980, 1183, 2144)
schedule-label: زمان اعلام برنده: (1104, 2067, 1183, 2078)
summary-row (841, 1910, 1551, 1936)
news-body: تاسیس شرکت‌های دانش‌بنیان حوزه سلامت در دولت سیزدهم رشد ۴۰ درصدی داشته است. محور شدن تحقیقات و فناوری در راستای نیازهای مردم و شناسایی آنها به دانشگاه‌های علوم پزشکی واگذار شده است. (1018, 164, 1421, 209)
table-cell: مجموعه خدمات خودرویی اتوبوس پایانه جنوب (677, 1408, 763, 1448)
byline (1030, 714, 1194, 750)
callout-body: سیاوش ملکی‌فر، معاون توسعه صندوق نوآوری و شکوفایی در گفت‌وگو با همشهری از جلسه‌ای با مسئولان سازمان تبلیغات خبر داد که در این جلسه نیازهای زائران در حوزه‌های خدماتی و مستندسازی شده است. او گفت: اطلاعات و ارتباطات، لجستیک و حمل‌ونقل، صنایع غذایی و فرهنگی نیازهای زائران است. شرکت‌های دانش‌بنیان می‌توانند در این حوزه‌ها محصولات و خدمات خود را ارائه کنند. (605, 874, 798, 1015)
table-cell: ۲ (766, 1673, 790, 1698)
column-header: پلاک (241, 1549, 262, 1576)
stat-unit: درصد (271, 953, 298, 964)
table-cell: دفتر اداری (629, 1673, 763, 1698)
auction-table-2 (79, 1454, 792, 1744)
byline-role: روزنامه‌نگار (1102, 733, 1140, 743)
note-item (79, 1894, 792, 1925)
robotic-article (1309, 305, 1561, 756)
table-cell: ۲۰،۰۰۰،۰۰۰ (527, 1701, 605, 1742)
feature-lead: خدمات ارتباطی، پلتفرم‌های متنوع، تسهیلات رومینگ و سیم‌کارت و همچنین محصولات و خدمات دانش‌بنیان مسیر راهپیمایی اربعین را هموار می کنند (512, 453, 920, 506)
schedule-item (838, 2083, 1183, 2103)
table-cell: ۱/۳ نقد - مابقی در دو مرحله سه ماهه (1012, 1822, 1100, 1877)
table-row (81, 1701, 430, 1742)
column-header: اجاره ماهانه کارشناسی (ریال) (534, 1346, 619, 1374)
section-tag: عدد خبر (253, 731, 319, 752)
ad-highlight: نسبت به فروش اقلام ضایعاتی و مازادخود از قبیل فلز، چوب پلاستیک و ... (1229, 1298, 1531, 1340)
ad-title: آگهی مزایده فروش انواع ضایعات (1223, 1204, 1511, 1224)
table-cell: - (241, 1508, 262, 1526)
ad-footer (838, 1980, 1543, 2144)
table-header-row (81, 1549, 430, 1576)
table-cell: محل خوابگاه رانندگان (محوطه سواری کرایه) (629, 1701, 763, 1742)
callout-title: دانش‌بنیان‌های اربعین (635, 854, 767, 869)
table-cell: ۱۳۰،۰۰۰،۰۰۰ (527, 1546, 605, 1603)
issue-date: سه‌شنبه ۷ شهریور ۱۴۰۲ – شماره ۸۸۷۰ (119, 121, 301, 131)
